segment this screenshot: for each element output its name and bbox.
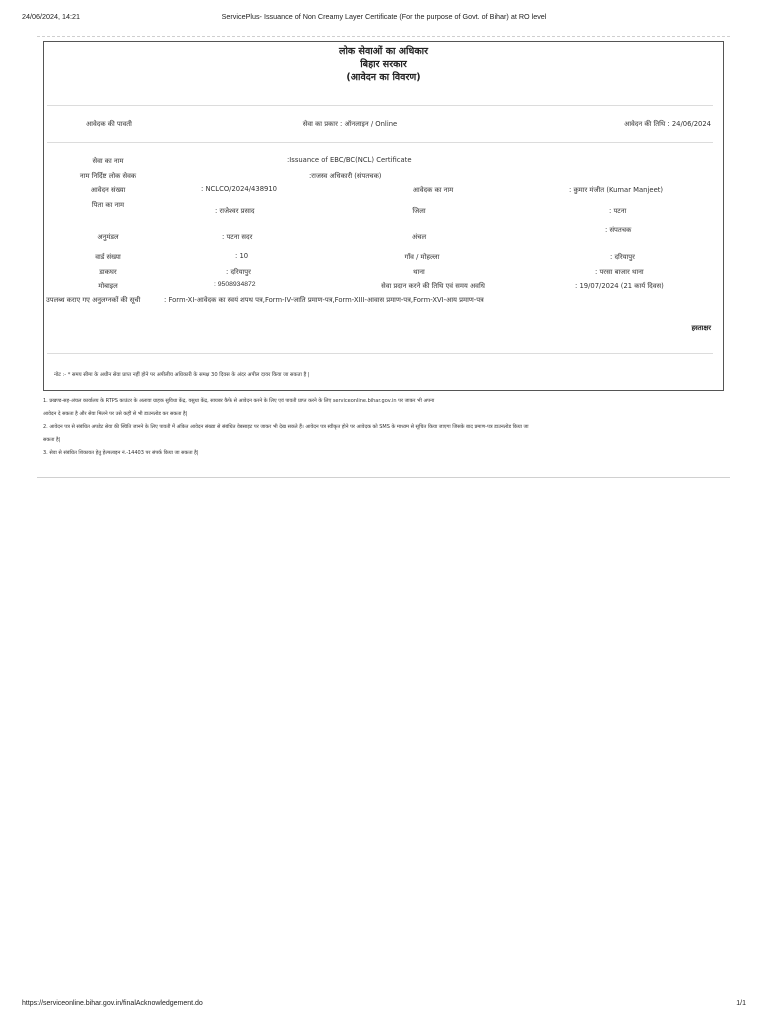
applicant-name-label: आवेदक का नाम: [412, 186, 454, 194]
bottom-divider: [37, 477, 730, 478]
annexures-label: उपलब्ध कराए गए अनुलग्नकों की सूची: [46, 296, 141, 304]
instruction-line: 3. सेवा से संबंधित शिकायत हेतु हेल्पलाइन नं.-14403 पर संपर्क किया जा सकता है|: [43, 450, 199, 456]
post-office-value: : दरियापुर: [226, 268, 251, 276]
district-value: : पटना: [609, 207, 627, 215]
print-datetime: 24/06/2024, 14:21: [22, 12, 80, 21]
divider: [47, 353, 713, 354]
officer-label: नाम निर्दिष्ट लोक सेवक: [79, 172, 137, 180]
application-number-label: आवेदन संख्या: [90, 186, 126, 194]
village-value: : दरियापुर: [610, 253, 635, 261]
applicant-name-value: : कुमार मंजीत (Kumar Manjeet): [569, 186, 664, 194]
instruction-line: सकता है|: [43, 437, 61, 443]
appeal-note: नोट :- * समय सीमा के अधीन सेवा प्राप्त नहीं होने पर अपीलीय अधिकारी के समक्ष 30 दिवस के अंदर अपील दायर किया जा सकता है |: [54, 372, 310, 378]
instructions: [43, 395, 724, 460]
officer-value: :राजस्व अधिकारी (संपतचक): [309, 172, 382, 180]
annexures-value: : Form-XI-आवेदक का स्वयं शपथ पत्र,Form-IV-जाति प्रमाण-पत्र,Form-XIII-आवास प्रमाण-पत्र,Form-XVI-आय प्रमाण-पत्र: [164, 296, 484, 304]
heading-line-1: लोक सेवाओं का अधिकार: [339, 46, 428, 57]
print-header: [22, 10, 746, 24]
divider: [47, 142, 713, 143]
circle-value: : संपतचक: [605, 226, 632, 234]
police-station-label: थाना: [413, 268, 425, 276]
mobile-value: : 9508934872: [214, 281, 256, 288]
top-divider: [37, 36, 730, 37]
application-number-value: : NCLCO/2024/438910: [201, 185, 277, 193]
service-type: सेवा का प्रकार : ऑनलाइन / Online: [302, 120, 398, 128]
subdivision-value: : पटना सदर: [222, 233, 253, 241]
ack-label: आवेदक की पावती: [86, 120, 132, 128]
divider: [47, 105, 713, 106]
page-url: https://serviceonline.bihar.gov.in/finalAcknowledgement.do: [22, 1000, 203, 1007]
village-label: गाँव / मोहल्ला: [404, 253, 440, 261]
instruction-line: आवेदन दे सकता है और सेवा मिलने पर उसे कहीं से भी डाउनलोड कर सकता है|: [43, 411, 188, 417]
application-details-box: [43, 41, 724, 391]
page-number: 1/1: [736, 1000, 746, 1007]
father-name-label: पिता का नाम: [91, 201, 125, 209]
service-deadline-label: सेवा प्रदान करने की तिथि एवं समय अवधि: [381, 282, 485, 290]
document-heading: [44, 45, 723, 84]
circle-label: अंचल: [411, 233, 427, 241]
ward-number-label: वार्ड संख्या: [95, 253, 121, 261]
district-label: जिला: [412, 207, 426, 215]
heading-line-2: बिहार सरकार: [360, 59, 407, 70]
police-station-value: : परसा बाजार थाना: [595, 268, 644, 276]
signature-label: हस्ताक्षर: [691, 324, 711, 332]
service-name-value: :Issuance of EBC/BC(NCL) Certificate: [287, 156, 412, 164]
instruction-line: 1. प्रखण्ड-सह-अंचल कार्यालय के RTPS काउंटर के अलावा ग्राहक सुविधा केंद्र, वसुधा केंद्र, सायबर कैफे से आवेदन करने के लिए एवं पावती प्राप्त करने के लिए serviceonline.bihar.gov.in पर जाकर भी अपना: [43, 398, 435, 404]
ward-number-value: : 10: [235, 252, 249, 260]
post-office-label: डाकघर: [99, 268, 117, 276]
service-name-label: सेवा का नाम: [92, 157, 124, 165]
father-name-value: : राजेश्वर प्रसाद: [215, 207, 255, 215]
heading-line-3: (आवेदन का विवरण): [346, 72, 421, 83]
print-footer: [22, 1000, 746, 1012]
subdivision-label: अनुमंडल: [97, 233, 119, 241]
mobile-label: मोबाइल: [98, 282, 118, 290]
service-deadline-value: : 19/07/2024 (21 कार्य दिवस): [575, 282, 664, 290]
instruction-line: 2. आवेदन पत्र से संबंधित अपडेट सेवा की स्थिति जानने के लिए पावती में अंकित आवेदन संख्या से संबंधित वेबसाइट पर जाकर भी देख सकते हैं। आवेदन पत्र स्वीकृत होने पर आवेदक को SMS के माध्यम से सूचित किया जाएगा जिसके बाद प्रमाण-पत्र डाउनलोड किया जा: [43, 424, 529, 430]
application-date: आवेदन की तिथि : 24/06/2024: [624, 120, 711, 128]
print-title: ServicePlus- Issuance of Non Creamy Layer Certificate (For the purpose of Govt. of Bihar) at RO level: [221, 12, 547, 21]
